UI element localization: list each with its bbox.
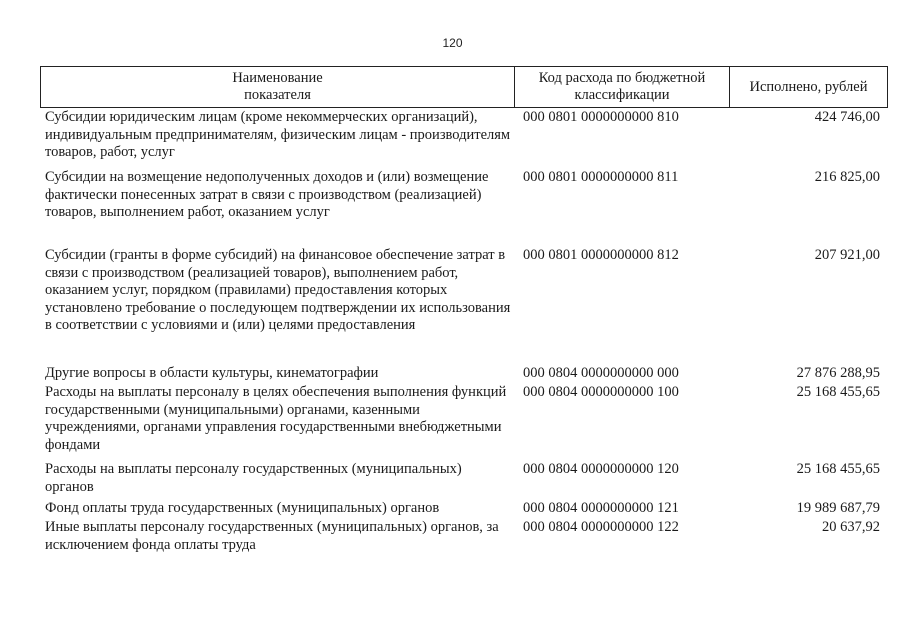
table-row — [40, 169, 888, 222]
row-code: 000 0804 0000000000 121 — [523, 500, 679, 516]
row-name: Другие вопросы в области культуры, кинематографии — [45, 365, 379, 381]
row-code: 000 0801 0000000000 812 — [523, 247, 679, 263]
row-code: 000 0804 0000000000 120 — [523, 461, 679, 477]
row-value: 424 746,00 — [814, 109, 880, 125]
table-row — [40, 500, 888, 518]
row-code: 000 0804 0000000000 122 — [523, 519, 679, 535]
row-code: 000 0801 0000000000 810 — [523, 109, 679, 125]
row-name: Расходы на выплаты персоналу в целях обеспечения выполнения функций государственными (муниципальными) органами, казенными учреждениями, органами управления государственными внебюджетными фондами — [45, 384, 507, 453]
header-name: Наименование показателя — [232, 70, 323, 103]
row-value: 207 921,00 — [814, 247, 880, 263]
table-row — [40, 461, 888, 496]
row-value: 19 989 687,79 — [796, 500, 880, 516]
page-number: 120 — [442, 36, 463, 50]
row-value: 20 637,92 — [822, 519, 880, 535]
row-code: 000 0801 0000000000 811 — [523, 169, 679, 185]
row-value: 25 168 455,65 — [796, 461, 880, 477]
row-name: Субсидии (гранты в форме субсидий) на финансовое обеспечение затрат в связи с производством (реализацией товаров), выполнением работ, оказанием услуг, порядком (правилами) предоставления которых установлено требование о последующем подтверждении их использования в соответствии с условиями и (или) целями предоставления — [45, 247, 511, 333]
row-name: Субсидии на возмещение недополученных доходов и (или) возмещение фактически понесенных затрат в связи с производством (реализацией) товаров, выполнением работ, оказанием услуг — [45, 169, 489, 220]
table-row — [40, 519, 888, 554]
row-value: 27 876 288,95 — [796, 365, 880, 381]
row-value: 216 825,00 — [814, 169, 880, 185]
header-code: Код расхода по бюджетной классификации — [514, 67, 729, 107]
table-row — [40, 365, 888, 383]
table-header-row — [40, 66, 888, 108]
row-code: 000 0804 0000000000 000 — [523, 365, 679, 381]
table-row — [40, 109, 888, 162]
row-name: Иные выплаты персоналу государственных (муниципальных) органов, за исключением фонда оплаты труда — [45, 519, 499, 553]
row-name: Расходы на выплаты персоналу государственных (муниципальных) органов — [45, 461, 462, 495]
row-name: Фонд оплаты труда государственных (муниципальных) органов — [45, 500, 440, 516]
table-row — [40, 384, 888, 454]
row-value: 25 168 455,65 — [796, 384, 880, 400]
row-name: Субсидии юридическим лицам (кроме некоммерческих организаций), индивидуальным предпринимателям, физическим лицам - производителям товаров, работ, услуг — [45, 109, 511, 160]
row-code: 000 0804 0000000000 100 — [523, 384, 679, 400]
header-value: Исполнено, рублей — [729, 67, 887, 107]
table-row — [40, 247, 888, 335]
expenditure-table — [40, 66, 888, 553]
